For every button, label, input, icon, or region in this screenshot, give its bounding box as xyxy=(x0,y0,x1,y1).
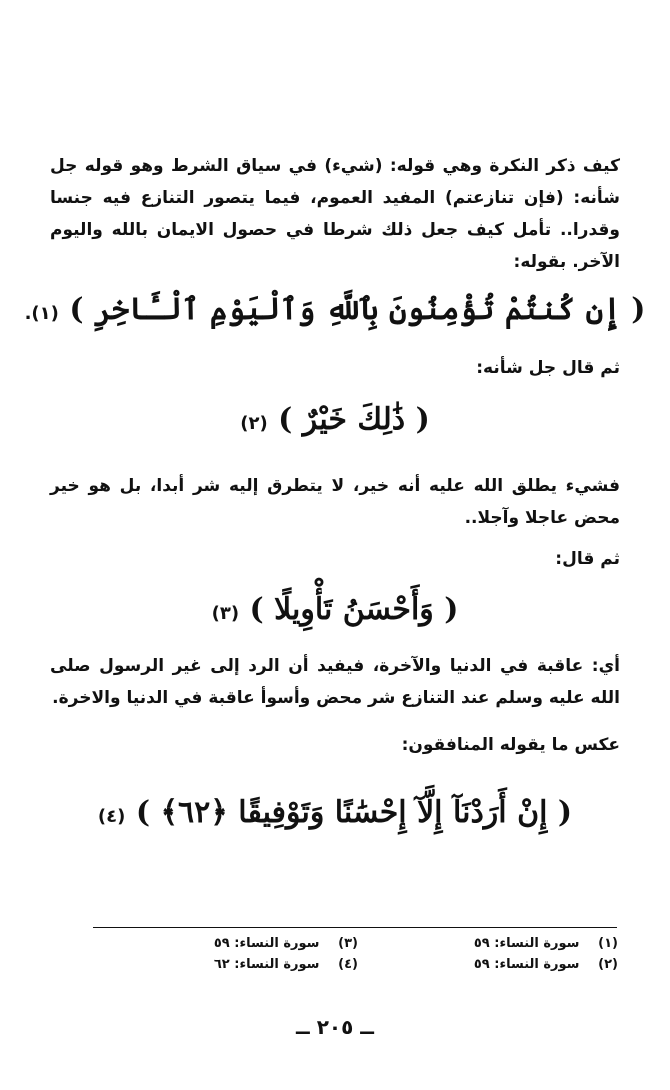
footnote-1-number: (١) xyxy=(598,936,618,951)
quran-verse-1 xyxy=(0,292,670,327)
footnote-4-text: سورة النساء: ٦٢ xyxy=(213,957,320,972)
page-number: ــ ٢٠٥ ــ xyxy=(296,1015,374,1039)
footnote-3 xyxy=(208,936,358,951)
quran-verse-4 xyxy=(0,795,670,830)
paragraph-2: فشيء يطلق الله عليه أنه خير، لا يتطرق إليه شر أبدا، بل هو خير محض عاجلا وآجلا.. xyxy=(50,476,620,528)
verse-1-ref: (١). xyxy=(24,303,59,324)
then-said-line-2: ثم قال: xyxy=(555,549,620,569)
footnote-4 xyxy=(208,957,358,972)
quran-verse-3 xyxy=(0,592,670,627)
footnote-3-number: (٣) xyxy=(338,936,358,951)
quran-verse-2 xyxy=(0,402,670,437)
verse-3-text: ( وَأَحْسَنُ تَأْوِيلًا ) xyxy=(249,592,459,627)
footnote-2-number: (٢) xyxy=(598,957,618,972)
verse-4-ref: (٤) xyxy=(97,806,126,827)
verse-2-ref: (٢) xyxy=(240,413,268,434)
paragraph-1: كيف ذكر النكرة وهي قوله: (شيء) في سياق الشرط وهو قوله جل شأنه: (فإن تنازعتم) المفيد العموم، فيما يتصور التنازع فيه جنسا وقدرا.. تأمل كيف جعل ذلك شرطا في حصول الايمان بالله واليوم الآخر. بقوله: xyxy=(50,156,620,272)
verse-2-text: ( ذَٰلِكَ خَيْرٌ ) xyxy=(278,402,430,437)
footnote-2-text: سورة النساء: ٥٩ xyxy=(473,957,580,972)
footnote-1-text: سورة النساء: ٥٩ xyxy=(473,936,580,951)
footnote-divider xyxy=(93,927,617,928)
footnote-3-text: سورة النساء: ٥٩ xyxy=(213,936,320,951)
verse-4-text: ( إِنْ أَرَدْنَآ إِلَّآ إِحْسَٰنًا وَتَوْفِيقًا ﴿٦٢﴾ ) xyxy=(135,795,573,830)
footnote-4-number: (٤) xyxy=(338,957,358,972)
footnote-2 xyxy=(468,957,618,972)
verse-1-text: ( إِن كُنتُمْ تُؤْمِنُونَ بِٱللَّهِ وَٱلْيَوْمِ ٱلْـَٔاخِرِ ) xyxy=(69,292,646,327)
opposite-line: عكس ما يقوله المنافقون: xyxy=(401,735,620,755)
paragraph-3: أي: عاقبة في الدنيا والآخرة، فيفيد أن الرد إلى غير الرسول صلى الله عليه وسلم عند التنازع شر محض وأسوأ عاقبة في الدنيا والاخرة. xyxy=(50,656,620,708)
footnote-1 xyxy=(468,936,618,951)
then-said-line-1: ثم قال جل شأنه: xyxy=(476,358,620,378)
verse-3-ref: (٣) xyxy=(211,603,240,624)
